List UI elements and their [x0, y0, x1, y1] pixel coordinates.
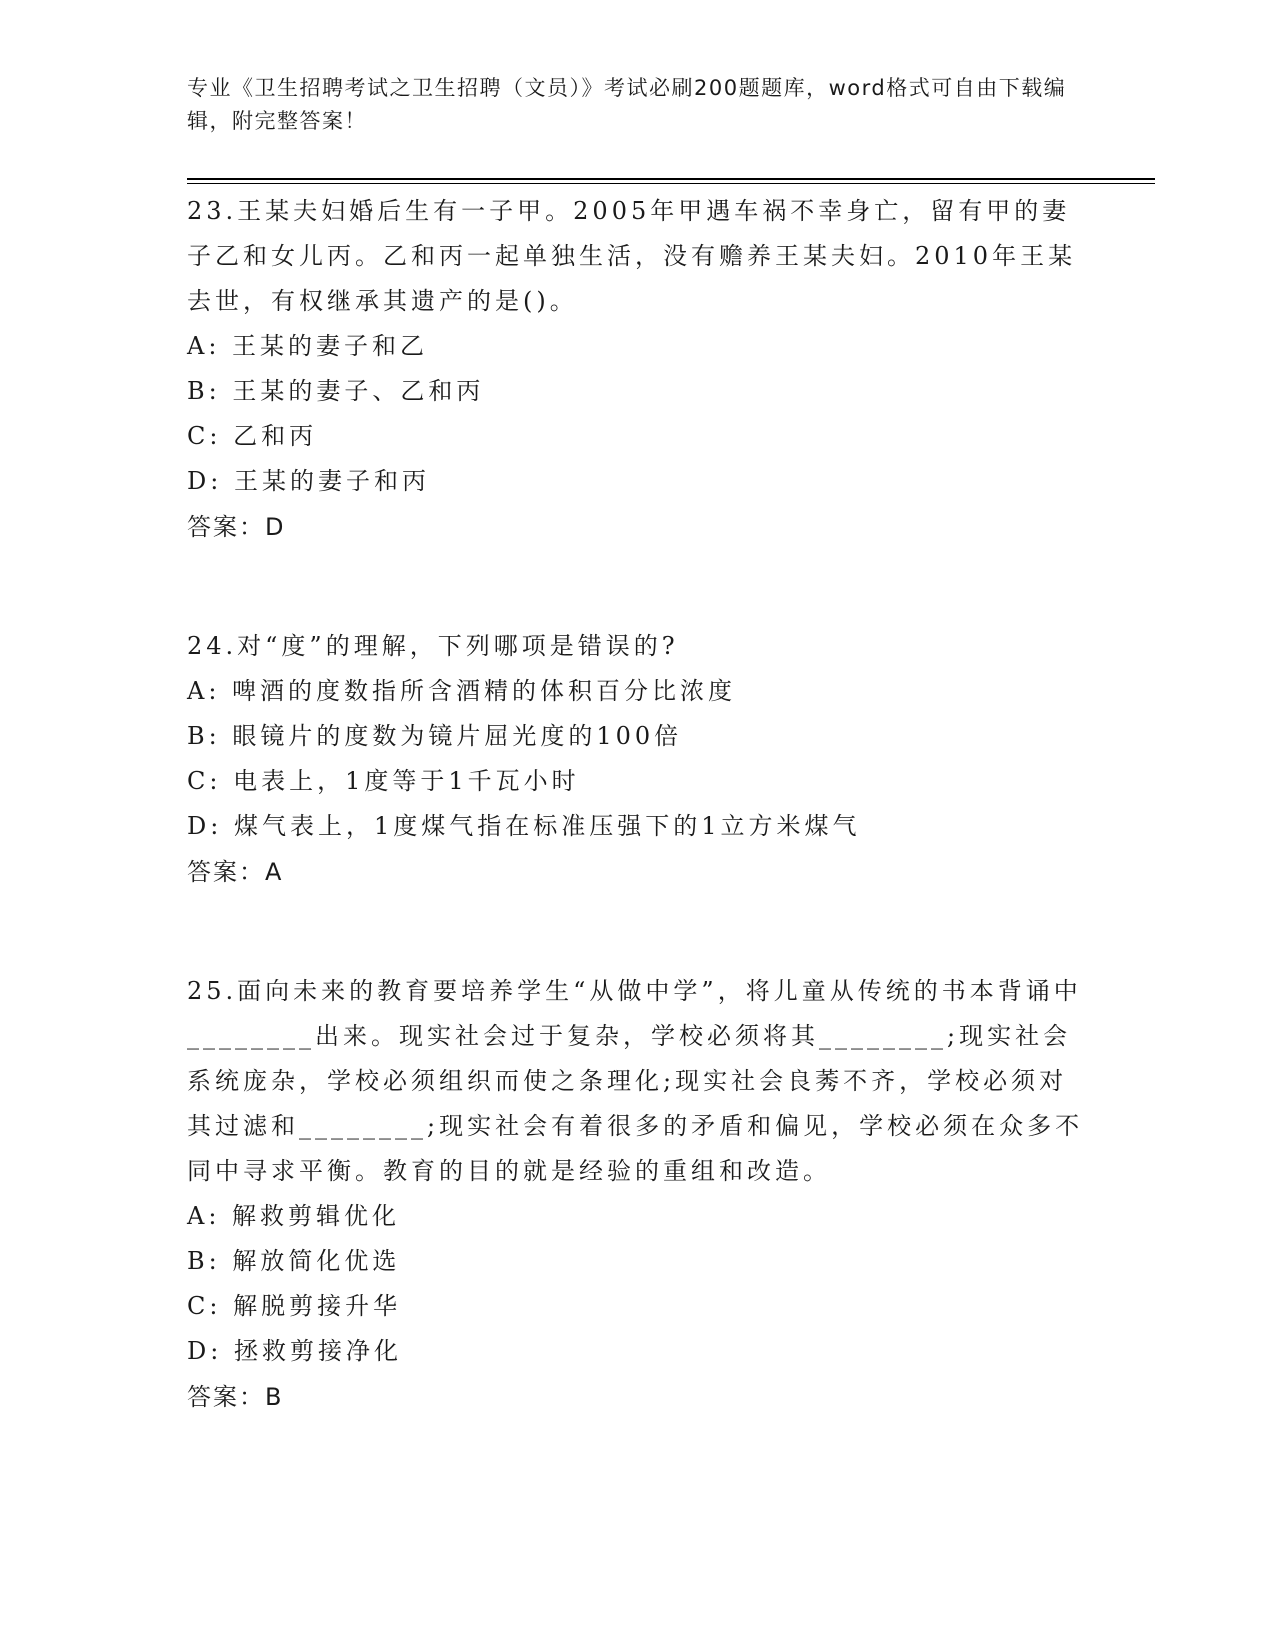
question-spacer	[187, 895, 1087, 969]
option-d: D: 煤气表上，1度煤气指在标准压强下的1立方米煤气	[187, 812, 861, 840]
question-spacer	[187, 550, 1087, 624]
answer-line: 答案：D	[187, 513, 286, 541]
option-b: B: 眼镜片的度数为镜片屈光度的100倍	[187, 722, 683, 750]
answer-line: 答案：B	[187, 1383, 284, 1411]
option-b: B: 解放简化优选	[187, 1247, 401, 1275]
document-header: 专业《卫生招聘考试之卫生招聘（文员）》考试必刷200题题库，word格式可自由下载编辑，附完整答案！	[187, 76, 1067, 133]
question-25	[187, 969, 1087, 1420]
question-list	[187, 189, 1087, 1420]
header-divider-thick	[187, 178, 1155, 180]
option-c: C: 乙和丙	[187, 422, 318, 450]
header-divider-thin	[187, 183, 1155, 184]
question-text: 24.对“度”的理解，下列哪项是错误的?	[187, 632, 679, 660]
question-23	[187, 189, 1087, 550]
question-text: 25.面向未来的教育要培养学生“从做中学”，将儿童从传统的书本背诵中________出来。现实社会过于复杂，学校必须将其________;现实社会系统庞杂，学校必须组织而使之条理化;现实社会良莠不齐，学校必须对其过滤和________;现实社会有着很多的矛盾和偏见，学校必须在众多不同中寻求平衡。教育的目的就是经验的重组和改造。	[187, 977, 1084, 1185]
question-24	[187, 624, 1087, 895]
option-a: A: 解救剪辑优化	[187, 1202, 401, 1230]
option-c: C: 解脱剪接升华	[187, 1292, 402, 1320]
option-d: D: 王某的妻子和丙	[187, 467, 430, 495]
question-text: 23.王某夫妇婚后生有一子甲。2005年甲遇车祸不幸身亡，留有甲的妻子乙和女儿丙。乙和丙一起单独生活，没有赡养王某夫妇。2010年王某去世，有权继承其遗产的是()。	[187, 197, 1077, 315]
answer-line: 答案：A	[187, 858, 284, 886]
option-b: B: 王某的妻子、乙和丙	[187, 377, 485, 405]
option-d: D: 拯救剪接净化	[187, 1337, 402, 1365]
option-c: C: 电表上，1度等于1千瓦小时	[187, 767, 580, 795]
option-a: A: 啤酒的度数指所含酒精的体积百分比浓度	[187, 677, 737, 705]
option-a: A: 王某的妻子和乙	[187, 332, 429, 360]
